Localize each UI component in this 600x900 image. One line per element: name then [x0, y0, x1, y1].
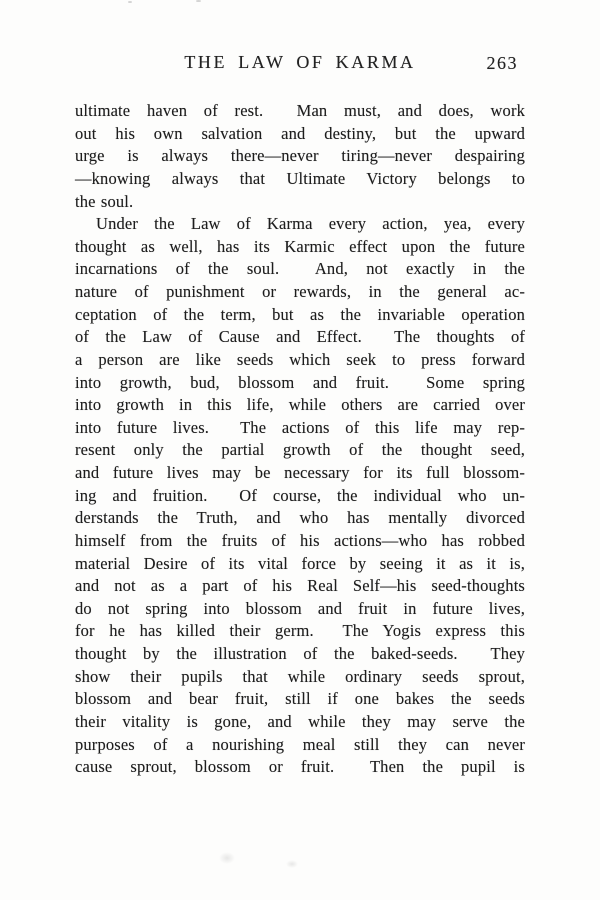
text-line: a person are like seeds which seek to press forward [75, 349, 525, 369]
text-line: Under the Law of Karma every action, yea, every [96, 214, 525, 234]
page-number: 263 [486, 53, 518, 73]
text-line: into future lives. The actions of this life may rep- [75, 417, 525, 437]
running-header [75, 52, 525, 78]
scan-smudge [219, 852, 235, 864]
text-line: of the Law of Cause and Effect. The thoughts of [75, 327, 525, 347]
text-line: thought as well, has its Karmic effect upon the future [75, 236, 525, 256]
text-line: ultimate haven of rest. Man must, and does, work [75, 101, 525, 120]
scan-speck [128, 1, 132, 3]
paragraph [75, 213, 525, 779]
text-line: resent only the partial growth of the thought seed, [75, 440, 525, 460]
text-line: into growth, bud, blossom and fruit. Some spring [75, 372, 525, 392]
body-text [75, 100, 525, 779]
text-line: and not as a part of his Real Self—his seed-thoughts [75, 576, 525, 596]
text-line: into growth in this life, while others are carried over [75, 395, 525, 415]
text-line: cause sprout, blossom or fruit. Then the pupil is [75, 757, 525, 777]
text-line: urge is always there—never tiring—never despairing [75, 146, 525, 166]
text-line: purposes of a nourishing meal still they can never [75, 734, 525, 754]
running-header-title: THE LAW OF KARMA [184, 52, 416, 72]
text-line: ing and fruition. Of course, the individual who un- [75, 485, 525, 505]
text-line: show their pupils that while ordinary seeds sprout, [75, 666, 525, 686]
text-line: incarnations of the soul. And, not exactly in the [75, 259, 525, 279]
text-line: and future lives may be necessary for its full blossom- [75, 463, 525, 482]
text-line: material Desire of its vital force by seeing it as it is, [75, 553, 525, 573]
text-line: derstands the Truth, and who has mentally divorced [75, 508, 525, 528]
text-line: for he has killed their germ. The Yogis express this [75, 621, 525, 641]
text-line: ceptation of the term, but as the invariable operation [75, 304, 525, 324]
text-line: the soul. [75, 191, 134, 211]
text-line: blossom and bear fruit, still if one bakes the seeds [75, 689, 525, 709]
scan-smudge [286, 860, 298, 868]
paragraph [75, 100, 525, 213]
text-line: nature of punishment or rewards, in the general ac- [75, 282, 525, 301]
text-line: their vitality is gone, and while they may serve the [75, 711, 525, 731]
text-line: out his own salvation and destiny, but the upward [75, 123, 525, 143]
text-line: thought by the illustration of the baked-seeds. They [75, 644, 525, 663]
text-line: —knowing always that Ultimate Victory belongs to [75, 168, 525, 188]
text-line: do not spring into blossom and fruit in future lives, [75, 598, 525, 618]
text-line: himself from the fruits of his actions—who has robbed [75, 530, 525, 550]
scan-speck [196, 0, 201, 2]
